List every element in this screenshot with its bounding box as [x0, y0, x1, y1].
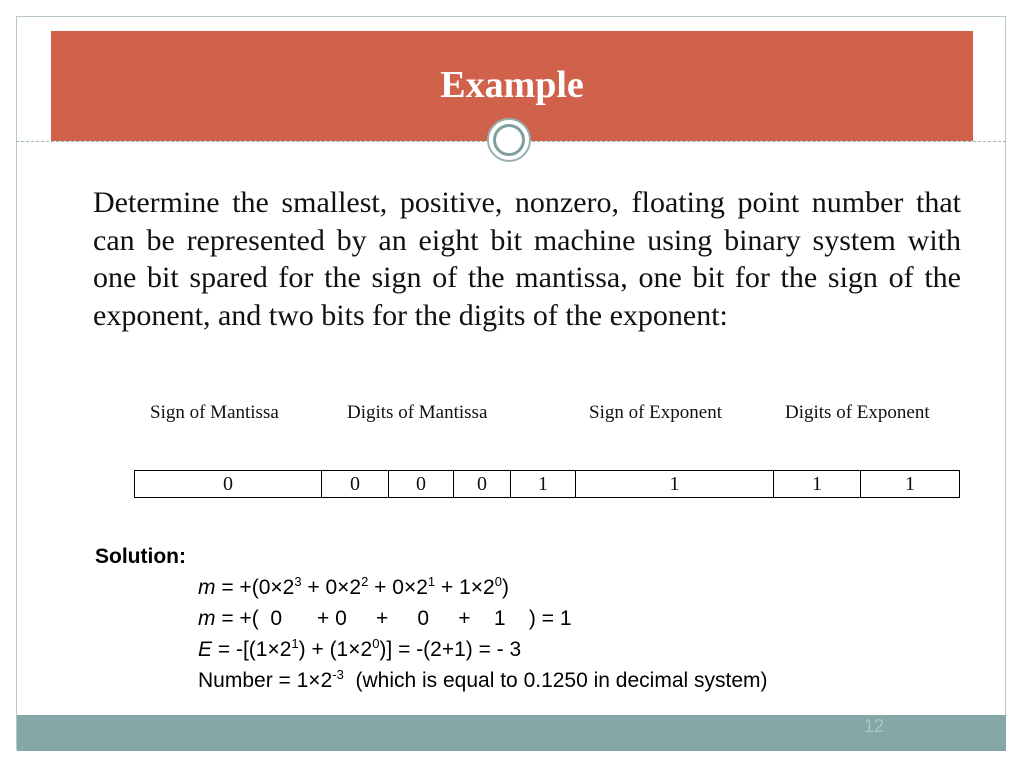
eq-text: = -[(1×2 — [212, 638, 292, 661]
bit-cell: 0 — [135, 471, 322, 498]
problem-statement: Determine the smallest, positive, nonzero, floating point number that can be represented by an eight bit machine using binary system with one bit spared for the sign of the mantissa, one bit for the sign of the exponent, and two bits for the digits of the exponent: — [93, 186, 961, 332]
eq-text: Number = 1×2 — [198, 669, 333, 692]
var-E: E — [198, 638, 213, 661]
eq-text: = +(0×2 — [215, 576, 295, 599]
footer-band — [17, 715, 1006, 751]
equation-line-3 — [198, 636, 521, 664]
equation-line-4 — [198, 667, 768, 695]
ring-inner — [493, 124, 525, 156]
slide-number: 12 — [863, 716, 884, 736]
bit-cell: 1 — [861, 471, 960, 498]
eq-exponent: 0 — [494, 574, 502, 589]
eq-text: + 1×2 — [435, 576, 495, 599]
equation-line-1 — [198, 574, 509, 602]
bit-row — [135, 471, 960, 498]
eq-text: ) + (1×2 — [298, 638, 373, 661]
equation-line-2 — [198, 605, 572, 633]
eq-exponent: 2 — [361, 574, 369, 589]
eq-text: + 0×2 — [368, 576, 428, 599]
var-m: m — [198, 576, 216, 599]
bit-cell: 0 — [322, 471, 389, 498]
ring-ornament-icon — [487, 118, 531, 162]
slide-title: Example — [440, 64, 584, 106]
label-digits-exponent: Digits of Exponent — [785, 402, 930, 423]
bit-cell: 1 — [511, 471, 576, 498]
bit-cell: 1 — [576, 471, 774, 498]
eq-text: + 0×2 — [301, 576, 362, 599]
eq-exponent: 3 — [294, 574, 302, 589]
bit-cell: 0 — [389, 471, 454, 498]
bit-cell: 1 — [774, 471, 861, 498]
solution-heading: Solution: — [95, 545, 186, 568]
eq-text: ) — [501, 576, 509, 599]
label-sign-exponent: Sign of Exponent — [589, 402, 722, 423]
eq-exponent: 1 — [291, 636, 299, 651]
eq-text: = +( 0 + 0 + 0 + 1 ) = 1 — [215, 607, 572, 630]
eq-text: (which is equal to 0.1250 in decimal system) — [343, 669, 768, 692]
eq-text: )] = -(2+1) = - 3 — [379, 638, 522, 661]
bit-cell: 0 — [454, 471, 511, 498]
label-sign-mantissa: Sign of Mantissa — [150, 402, 279, 423]
eq-exponent: 1 — [427, 574, 436, 589]
eq-exponent: 0 — [372, 636, 380, 651]
label-digits-mantissa: Digits of Mantissa — [347, 402, 488, 423]
eq-exponent: -3 — [332, 667, 344, 682]
var-m: m — [198, 607, 216, 630]
bit-table — [134, 470, 960, 498]
